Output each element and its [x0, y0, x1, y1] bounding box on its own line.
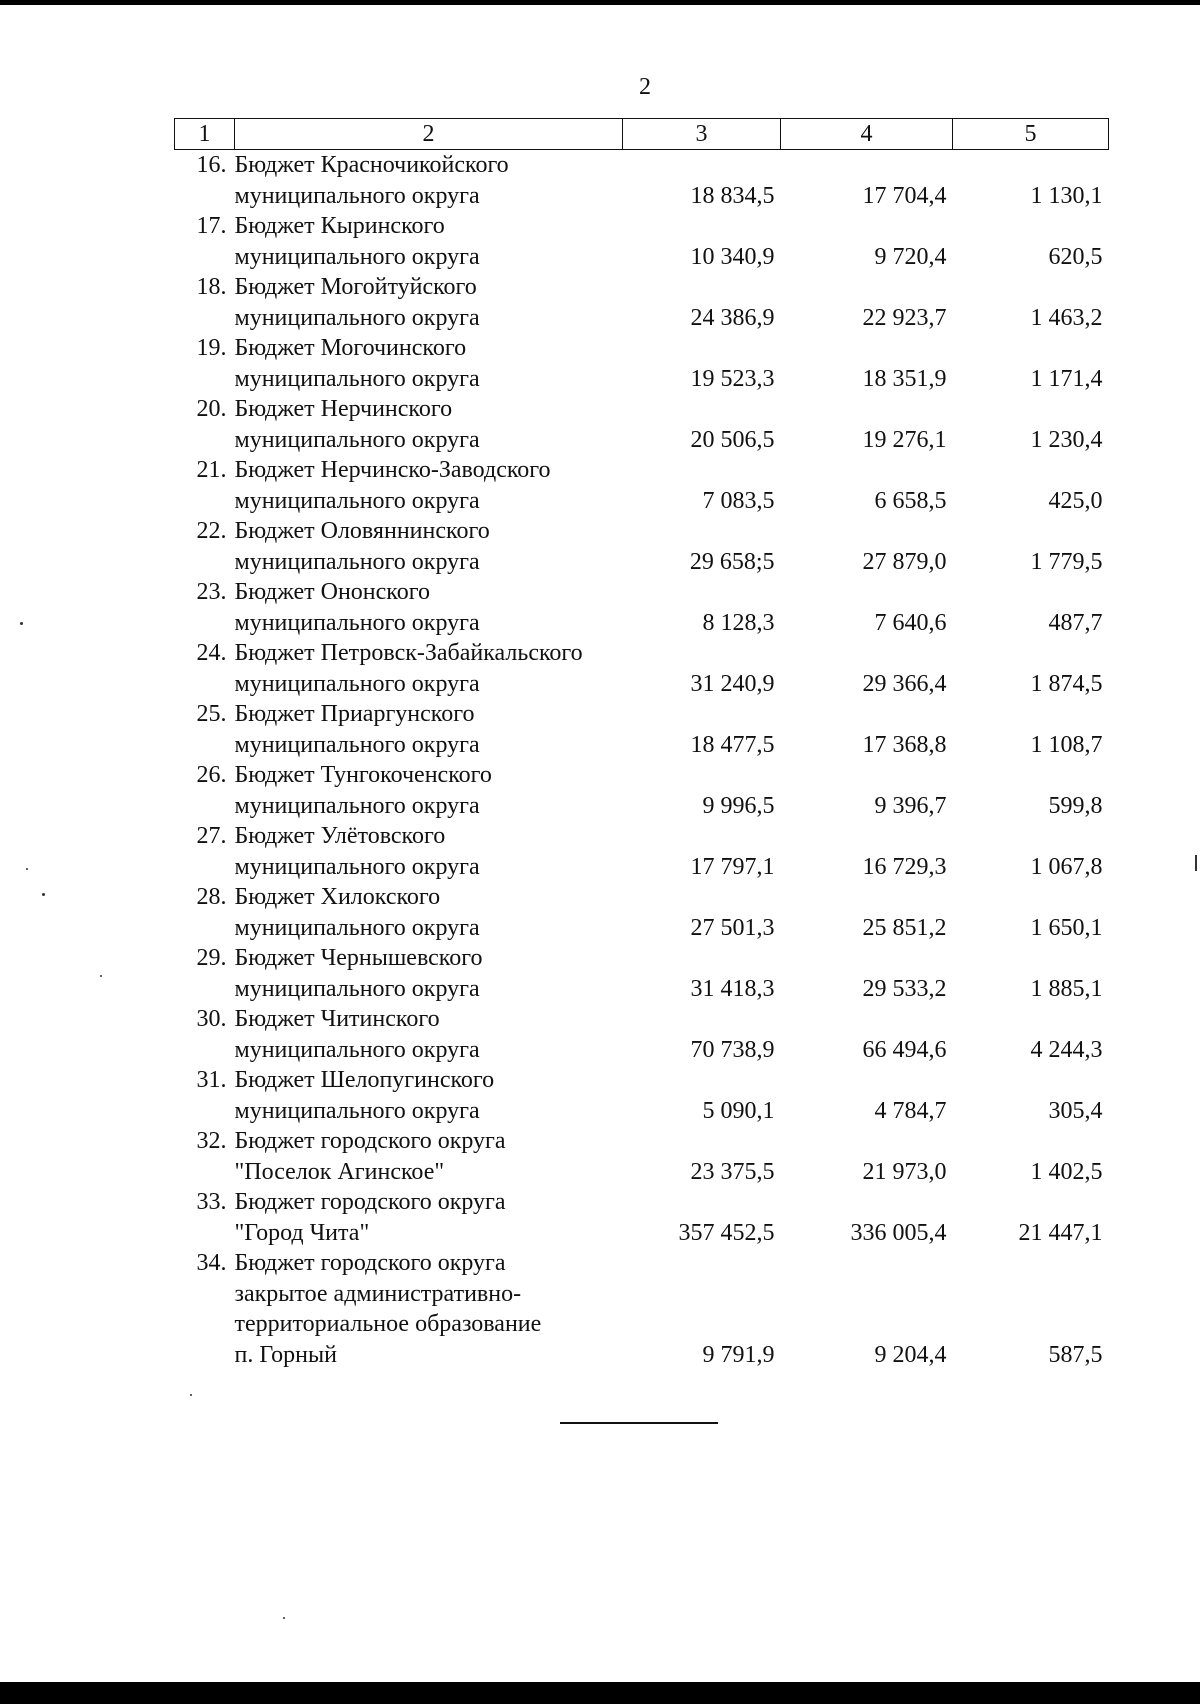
- row-index: 25.: [196, 701, 227, 727]
- budget-name: [235, 577, 623, 638]
- row-index: 17.: [196, 213, 227, 239]
- row-index: 19.: [196, 335, 227, 361]
- value-col4: 9 204,4: [874, 1341, 947, 1368]
- budget-name-line: муниципального округа: [234, 731, 480, 758]
- value-col5: 1 779,5: [1030, 548, 1103, 575]
- table-row: [175, 272, 1109, 333]
- table-row: [175, 1126, 1109, 1187]
- value-col4: 336 005,4: [850, 1219, 947, 1246]
- value-col3: 29 658;5: [689, 548, 775, 575]
- value-col5: 1 650,1: [1030, 914, 1103, 941]
- value-col5: 1 463,2: [1030, 304, 1103, 331]
- budget-name-line: Бюджет Хилокского: [234, 884, 441, 910]
- table-header: [175, 119, 1109, 150]
- budget-name-line: Бюджет городского округа: [234, 1128, 506, 1154]
- table-row: [175, 882, 1109, 943]
- budget-name-line: закрытое административно-: [234, 1280, 522, 1307]
- table-row: [175, 516, 1109, 577]
- table-row: [175, 333, 1109, 394]
- value-col5: 21 447,1: [1018, 1219, 1103, 1246]
- value-col5: 1 067,8: [1030, 853, 1103, 880]
- table-row: [175, 211, 1109, 272]
- budget-name: [235, 272, 623, 333]
- budget-name-line: муниципального округа: [234, 304, 480, 331]
- value-col3: 357 452,5: [678, 1219, 775, 1246]
- budget-name-line: Бюджет Могойтуйского: [234, 274, 477, 300]
- row-index: 16.: [196, 152, 227, 178]
- budget-name-line: муниципального округа: [234, 914, 480, 941]
- value-col5: 305,4: [1048, 1097, 1103, 1124]
- value-col4: 18 351,9: [862, 365, 947, 392]
- budget-name-line: Бюджет Улётовского: [234, 823, 446, 849]
- budget-name-line: Бюджет городского округа: [234, 1189, 506, 1215]
- budget-name-line: муниципального округа: [234, 792, 480, 819]
- value-col4: 29 366,4: [862, 670, 947, 697]
- row-index: 33.: [196, 1189, 227, 1215]
- table-row: [175, 577, 1109, 638]
- budget-name-line: Бюджет Читинского: [234, 1006, 440, 1032]
- scan-speck: [42, 893, 45, 896]
- value-col3: 7 083,5: [702, 487, 775, 514]
- budget-name-line: Бюджет Могочинского: [234, 335, 467, 361]
- value-col5: 620,5: [1048, 243, 1103, 270]
- table-row: [175, 455, 1109, 516]
- row-index: 32.: [196, 1128, 227, 1154]
- budget-name-line: Бюджет Чернышевского: [234, 945, 483, 971]
- end-rule: [560, 1422, 718, 1424]
- budget-name-line: Бюджет Кыринского: [234, 213, 445, 239]
- value-col3: 24 386,9: [690, 304, 775, 331]
- budget-name: [235, 1126, 623, 1187]
- value-col4: 19 276,1: [862, 426, 947, 453]
- row-index: 34.: [196, 1250, 227, 1276]
- value-col3: 70 738,9: [690, 1036, 775, 1063]
- value-col4: 21 973,0: [862, 1158, 947, 1185]
- value-col5: 1 230,4: [1030, 426, 1103, 453]
- budget-name-line: Бюджет Петровск-Забайкальского: [234, 640, 583, 666]
- row-index: 30.: [196, 1006, 227, 1032]
- budget-name-line: Бюджет Нерчинско-Заводского: [234, 457, 551, 483]
- table-row: [175, 1065, 1109, 1126]
- budget-name-line: муниципального округа: [234, 609, 480, 636]
- value-col4: 9 720,4: [874, 243, 947, 270]
- value-col5: 1 171,4: [1030, 365, 1103, 392]
- table-row: [175, 821, 1109, 882]
- value-col3: 20 506,5: [690, 426, 775, 453]
- budget-name: [235, 1065, 623, 1126]
- scan-edge-top: [0, 0, 1200, 5]
- page-number: 2: [639, 74, 651, 100]
- value-col5: 487,7: [1048, 609, 1103, 636]
- value-col4: 9 396,7: [874, 792, 947, 819]
- budget-name: [235, 882, 623, 943]
- scan-speck: [283, 1617, 285, 1619]
- table-row: [175, 699, 1109, 760]
- row-index: 18.: [196, 274, 227, 300]
- value-col4: 6 658,5: [874, 487, 947, 514]
- header-col-4: 4: [781, 119, 953, 150]
- value-col3: 9 791,9: [702, 1341, 775, 1368]
- table-row: [175, 1248, 1109, 1370]
- row-index: 26.: [196, 762, 227, 788]
- row-index: 23.: [196, 579, 227, 605]
- budget-name: [235, 455, 623, 516]
- value-col3: 19 523,3: [690, 365, 775, 392]
- budget-name-line: Бюджет Шелопугинского: [234, 1067, 495, 1093]
- budget-name: [235, 760, 623, 821]
- value-col5: 1 130,1: [1030, 182, 1103, 209]
- row-index: 24.: [196, 640, 227, 666]
- budget-name-line: Бюджет Тунгокоченского: [234, 762, 492, 788]
- scan-edge-bottom: [0, 1682, 1200, 1704]
- budget-name: [235, 333, 623, 394]
- budget-name: [235, 1187, 623, 1248]
- value-col4: 27 879,0: [862, 548, 947, 575]
- budget-name: [235, 821, 623, 882]
- budget-name-line: муниципального округа: [234, 548, 480, 575]
- value-col3: 8 128,3: [702, 609, 775, 636]
- value-col3: 10 340,9: [690, 243, 775, 270]
- budget-name-line: муниципального округа: [234, 975, 480, 1002]
- value-col3: 31 418,3: [690, 975, 775, 1002]
- table-row: [175, 1004, 1109, 1065]
- row-index: 28.: [196, 884, 227, 910]
- header-col-2: 2: [235, 119, 623, 150]
- budget-name-line: Бюджет Ононского: [234, 579, 430, 605]
- row-index: 31.: [196, 1067, 227, 1093]
- value-col5: 1 108,7: [1030, 731, 1103, 758]
- value-col4: 16 729,3: [862, 853, 947, 880]
- value-col4: 4 784,7: [874, 1097, 947, 1124]
- value-col3: 18 477,5: [690, 731, 775, 758]
- header-row: [175, 119, 1109, 150]
- value-col5: 1 885,1: [1030, 975, 1103, 1002]
- budget-name-line: муниципального округа: [234, 1036, 480, 1063]
- budget-name-line: Бюджет Приаргунского: [234, 701, 475, 727]
- value-col3: 18 834,5: [690, 182, 775, 209]
- header-col-5: 5: [953, 119, 1109, 150]
- value-col4: 66 494,6: [862, 1036, 947, 1063]
- budget-name-line: муниципального округа: [234, 853, 480, 880]
- scan-speck: [20, 622, 23, 625]
- value-col4: 29 533,2: [862, 975, 947, 1002]
- row-index: 21.: [196, 457, 227, 483]
- table-row: [175, 638, 1109, 699]
- table-row: [175, 1187, 1109, 1248]
- budget-name-line: Бюджет Красночикойского: [234, 152, 509, 178]
- budget-name: [235, 699, 623, 760]
- header-col-3: 3: [623, 119, 781, 150]
- scan-speck: [190, 1394, 192, 1396]
- row-index: 29.: [196, 945, 227, 971]
- value-col3: 27 501,3: [690, 914, 775, 941]
- budget-name: [235, 1248, 623, 1370]
- value-col5: 4 244,3: [1030, 1036, 1103, 1063]
- row-index: 27.: [196, 823, 227, 849]
- budget-name: [235, 943, 623, 1004]
- budget-name: [235, 638, 623, 699]
- value-col3: 17 797,1: [690, 853, 775, 880]
- budget-name: [235, 394, 623, 455]
- value-col3: 23 375,5: [690, 1158, 775, 1185]
- budget-name-line: муниципального округа: [234, 243, 480, 270]
- budget-name-line: п. Горный: [234, 1341, 337, 1368]
- value-col3: 31 240,9: [690, 670, 775, 697]
- budget-name-line: муниципального округа: [234, 365, 480, 392]
- budget-name-line: муниципального округа: [234, 426, 480, 453]
- budget-name-line: территориальное образование: [234, 1311, 542, 1337]
- budget-name-line: Бюджет городского округа: [234, 1250, 506, 1276]
- value-col3: 5 090,1: [702, 1097, 775, 1124]
- scan-speck: [26, 868, 28, 870]
- row-index: 22.: [196, 518, 227, 544]
- header-col-1: 1: [175, 119, 235, 150]
- table-row: [175, 150, 1109, 212]
- table-row: [175, 760, 1109, 821]
- table-row: [175, 394, 1109, 455]
- budget-name-line: муниципального округа: [234, 182, 480, 209]
- budget-name-line: Бюджет Оловяннинского: [234, 518, 490, 544]
- value-col5: 599,8: [1048, 792, 1103, 819]
- table-row: [175, 943, 1109, 1004]
- value-col3: 9 996,5: [702, 792, 775, 819]
- budget-name-line: муниципального округа: [234, 1097, 480, 1124]
- budget-name-line: Бюджет Нерчинского: [234, 396, 453, 422]
- budget-name: [235, 516, 623, 577]
- value-col4: 17 704,4: [862, 182, 947, 209]
- budget-name: [235, 150, 623, 212]
- budget-name-line: муниципального округа: [234, 670, 480, 697]
- value-col4: 17 368,8: [862, 731, 947, 758]
- budget-name-line: "Город Чита": [234, 1219, 370, 1246]
- scan-speck: [100, 975, 102, 977]
- row-index: 20.: [196, 396, 227, 422]
- budget-name: [235, 1004, 623, 1065]
- scan-speck: [1195, 855, 1197, 871]
- budget-name: [235, 211, 623, 272]
- value-col5: 425,0: [1048, 487, 1103, 514]
- value-col4: 22 923,7: [862, 304, 947, 331]
- table-body: [175, 150, 1109, 1371]
- value-col4: 25 851,2: [862, 914, 947, 941]
- budget-name-line: муниципального округа: [234, 487, 480, 514]
- budget-table: [174, 118, 1109, 1370]
- budget-name-line: "Поселок Агинское": [234, 1158, 445, 1185]
- value-col4: 7 640,6: [874, 609, 947, 636]
- value-col5: 1 402,5: [1030, 1158, 1103, 1185]
- value-col5: 1 874,5: [1030, 670, 1103, 697]
- value-col5: 587,5: [1048, 1341, 1103, 1368]
